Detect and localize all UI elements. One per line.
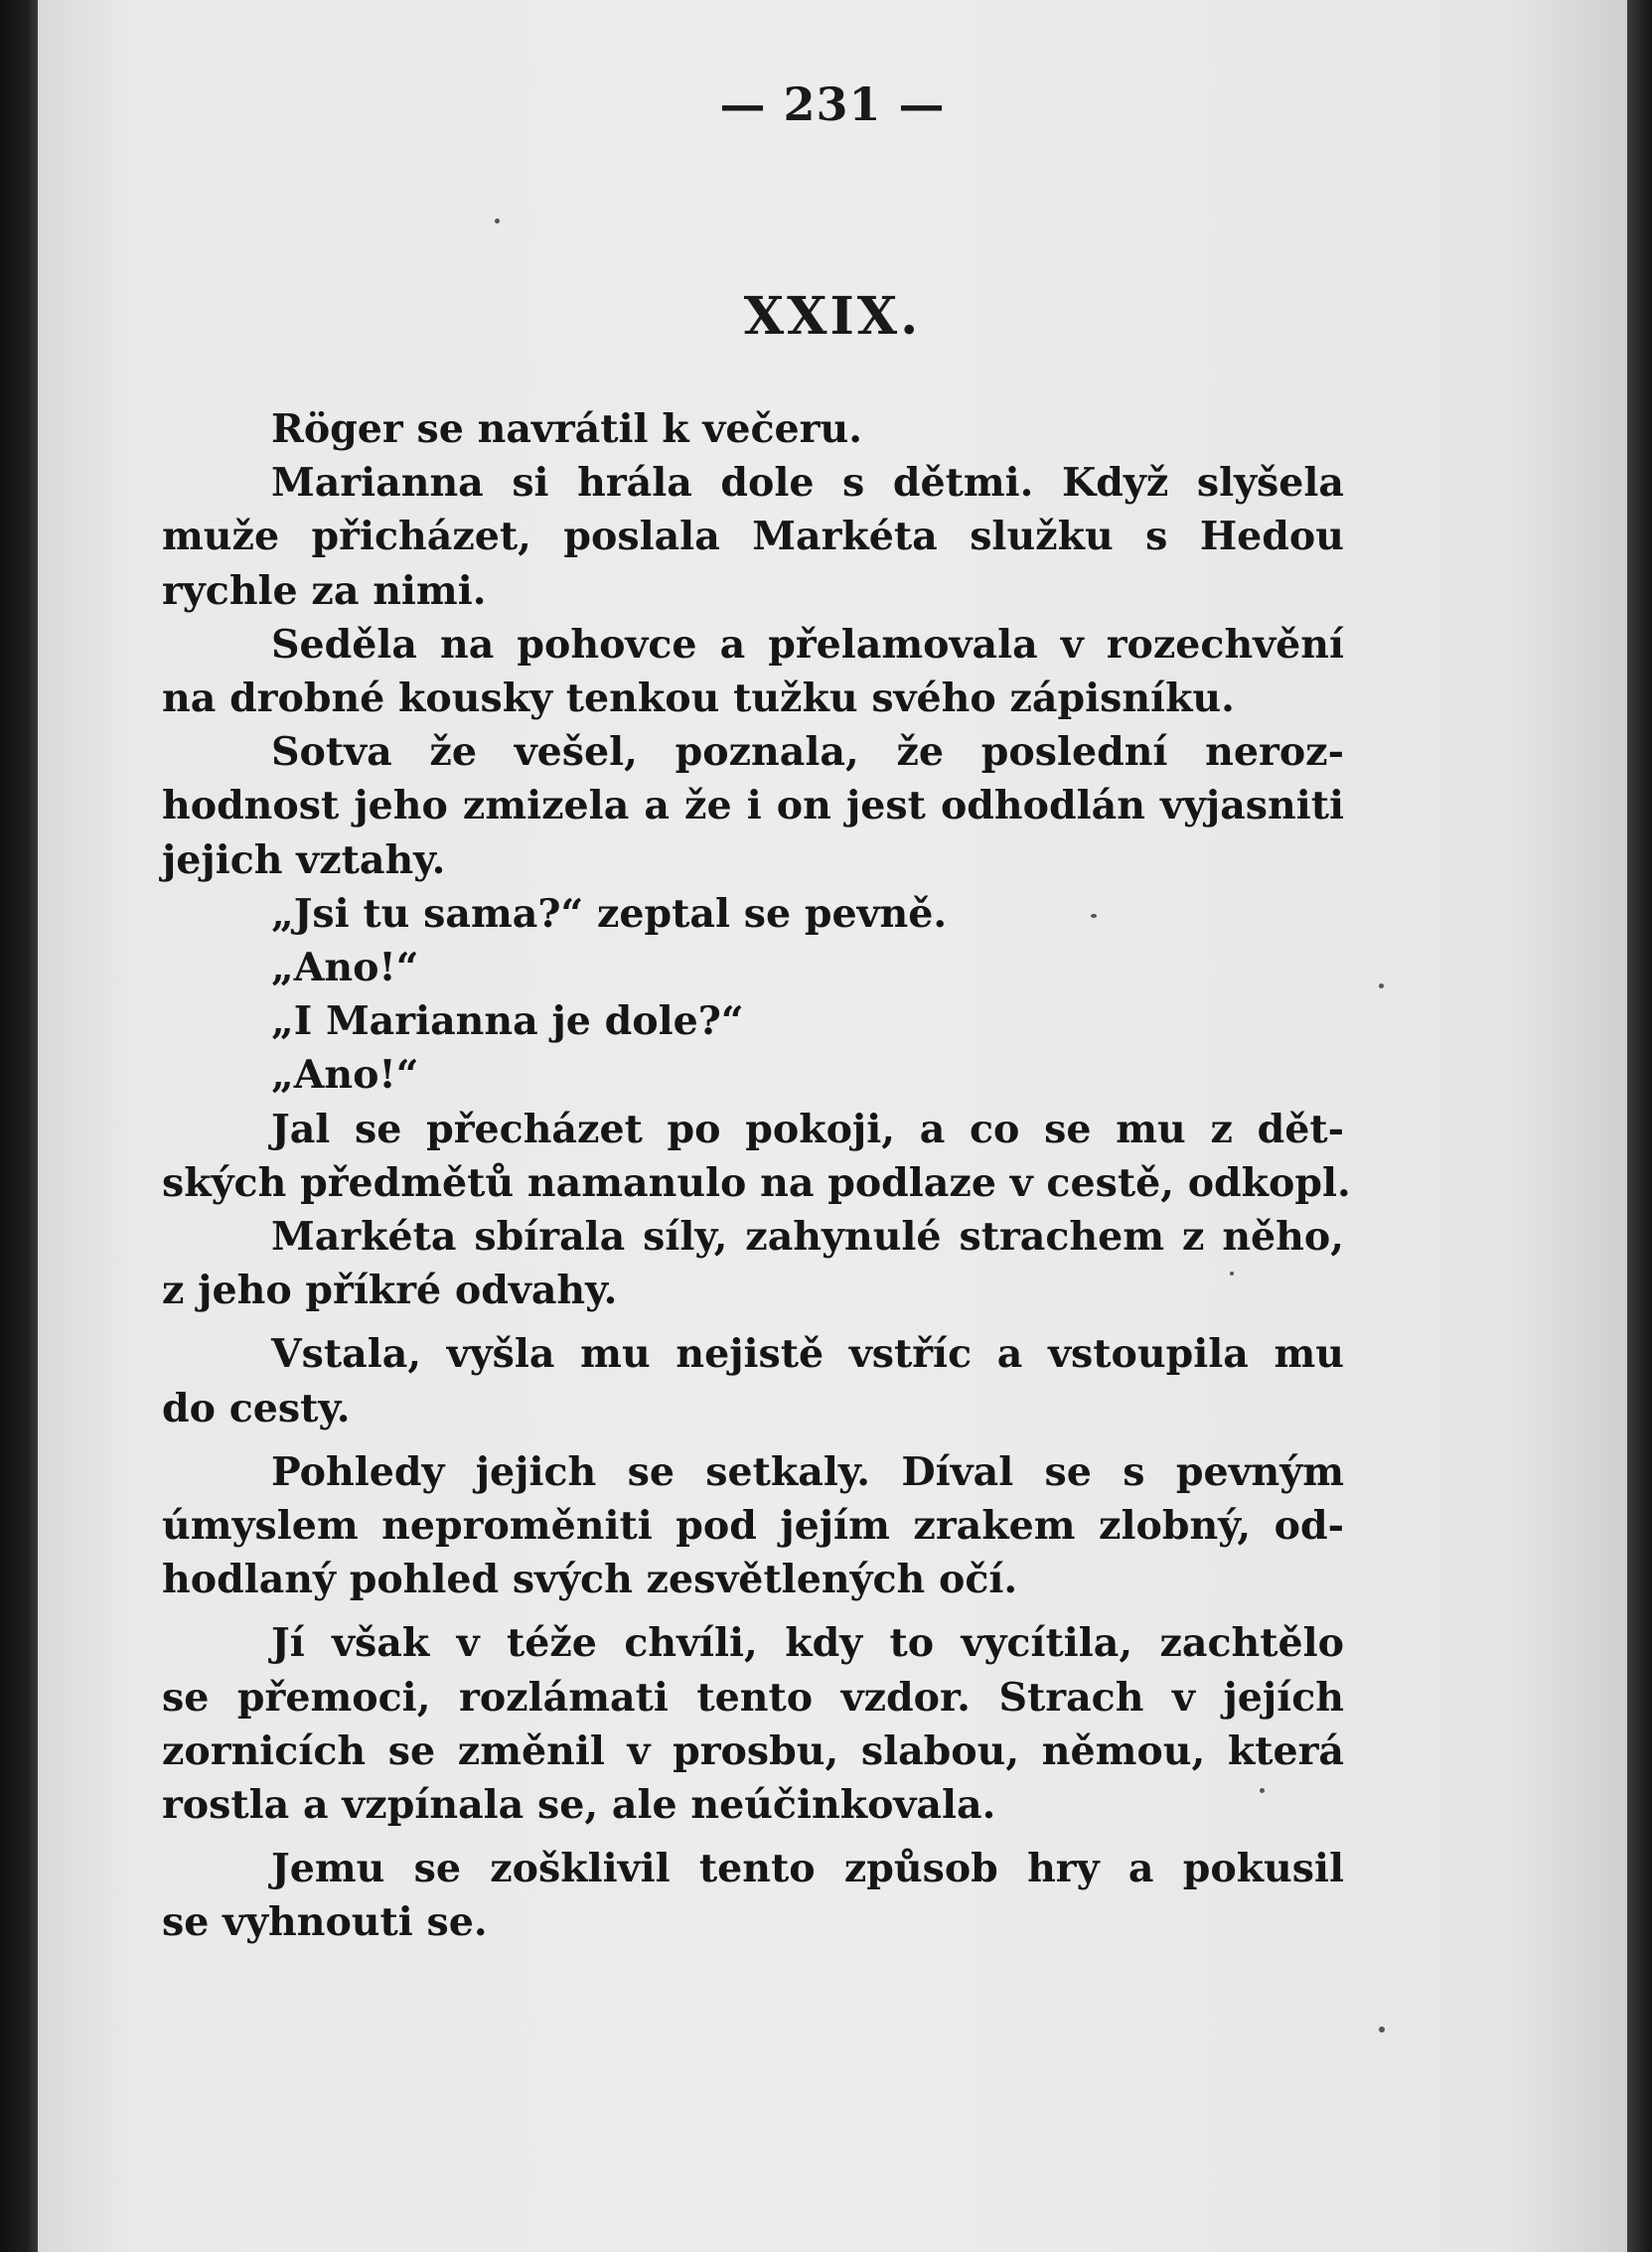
text-line: Röger se navrátil k večeru.: [271, 406, 862, 452]
text-line: hodnost jeho zmizela a že i on jest odhodlán vyjasniti: [162, 783, 1344, 829]
text-line: Pohledy jejich se setkaly. Díval se s pevným: [271, 1448, 1344, 1495]
paper-speck: [1230, 1272, 1234, 1276]
text-line: Marianna si hrála dole s dětmi. Když slyšela: [271, 460, 1344, 507]
text-line: Jemu se zošklivil tento způsob hry a pokusil: [271, 1846, 1344, 1892]
text-line: hodlaný pohled svých zesvětlených očí.: [162, 1557, 1018, 1603]
paper-speck: [1379, 2027, 1385, 2032]
text-line: do cesty.: [162, 1385, 351, 1431]
text-line: se vyhnouti se.: [162, 1899, 488, 1946]
text-line: Markéta sbírala síly, zahynulé strachem z něho,: [271, 1214, 1344, 1261]
text-line: na drobné kousky tenkou tužku svého zápisníku.: [162, 676, 1235, 722]
book-page: [38, 0, 1627, 2252]
page-number: — 231 —: [719, 77, 946, 131]
text-line: Sotva že vešel, poznala, že poslední neroz-: [271, 729, 1344, 776]
text-line: úmyslem neproměniti pod jejím zrakem zlobný, od-: [162, 1503, 1344, 1550]
paper-speck: [1260, 1788, 1265, 1793]
text-line: z jeho příkré odvahy.: [162, 1268, 618, 1314]
page-edge: [1627, 0, 1652, 2252]
text-line: se přemoci, rozlámati tento vzdor. Strach v jejích: [162, 1674, 1344, 1721]
text-line: Jí však v téže chvíli, kdy to vycítila, zachtělo: [271, 1620, 1344, 1667]
text-line: „Ano!“: [271, 1052, 419, 1099]
text-line: „Jsi tu sama?“ zeptal se pevně.: [271, 890, 948, 937]
text-line: Vstala, vyšla mu nejistě vstříc a vstoupila mu: [271, 1331, 1344, 1378]
text-line: rostla a vzpínala se, ale neúčinkovala.: [162, 1782, 996, 1829]
text-line: zornicích se změnil v prosbu, slabou, němou, která: [162, 1727, 1344, 1774]
text-line: „I Marianna je dole?“: [271, 998, 744, 1045]
paper-speck: [495, 219, 500, 224]
text-line: Jal se přecházet po pokoji, a co se mu z dět-: [271, 1106, 1344, 1152]
text-line: muže přicházet, poslala Markéta služku s Hedou: [162, 514, 1344, 560]
book-spine: [0, 0, 38, 2252]
body-text: [162, 402, 1351, 1950]
text-line: rychle za nimi.: [162, 567, 487, 614]
paper-speck: [1379, 983, 1384, 988]
text-line: jejich vztahy.: [162, 836, 446, 883]
text-line: ských předmětů namanulo na podlaze v cestě, odkopl.: [162, 1159, 1351, 1206]
text-line: „Ano!“: [271, 945, 419, 991]
chapter-title: XXIX.: [743, 286, 922, 347]
text-line: Seděla na pohovce a přelamovala v rozechvění: [271, 621, 1344, 668]
paper-speck: [1091, 914, 1097, 918]
